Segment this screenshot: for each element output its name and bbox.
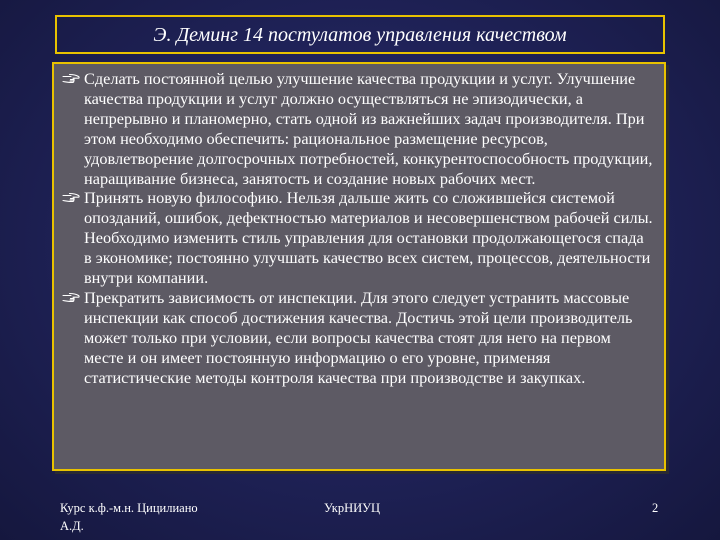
- bullet-text: Прекратить зависимость от инспекции. Для этого следует устранить массовые инспекции как способ достижения качества. Достичь этой цели производитель может только при условии, если вопросы качества стоят для него на первом месте и он имеет постоянную информацию о его уровне, применяя статистические методы контроля качества при производстве и закупках.: [84, 287, 633, 387]
- bullet-list: [62, 69, 654, 388]
- pointing-hand-icon: [62, 188, 84, 208]
- slide-title: Э. Деминг 14 постулатов управления качеством: [153, 23, 567, 46]
- footer-organization: УкрНИУЦ: [324, 501, 381, 515]
- bullet-text: Принять новую философию. Нельзя дальше жить со сложившейся системой опозданий, ошибок, дефектностью материалов и несовершенством рабочей силы. Необходимо изменить стиль управления для остановки продолжающегося спада в экономике; постоянно улучшать качество всех систем, процессов, деятельности внутри компании.: [84, 188, 653, 288]
- bullet-item: [62, 288, 654, 388]
- title-frame: [55, 15, 665, 54]
- bullet-item: [62, 69, 654, 188]
- slide-number: 2: [652, 501, 659, 515]
- content-frame: [52, 62, 666, 471]
- pointing-hand-icon: [62, 69, 84, 89]
- pointing-hand-icon: [62, 288, 84, 308]
- bullet-item: [62, 188, 654, 288]
- footer-author: Курс к.ф.-м.н. Цицилиано А.Д.: [60, 501, 198, 533]
- bullet-text: Сделать постоянной целью улучшение качества продукции и услуг. Улучшение качества продукции и услуг должно осуществляться не эпизодически, а непрерывно и планомерно, стать одной из важнейших задач производителя. При этом необходимо обеспечить: рациональное размещение ресурсов, удовлетворение долгосрочных потребностей, конкурентоспособность продукции, наращивание бизнеса, занятость и создание новых рабочих мест.: [84, 69, 653, 188]
